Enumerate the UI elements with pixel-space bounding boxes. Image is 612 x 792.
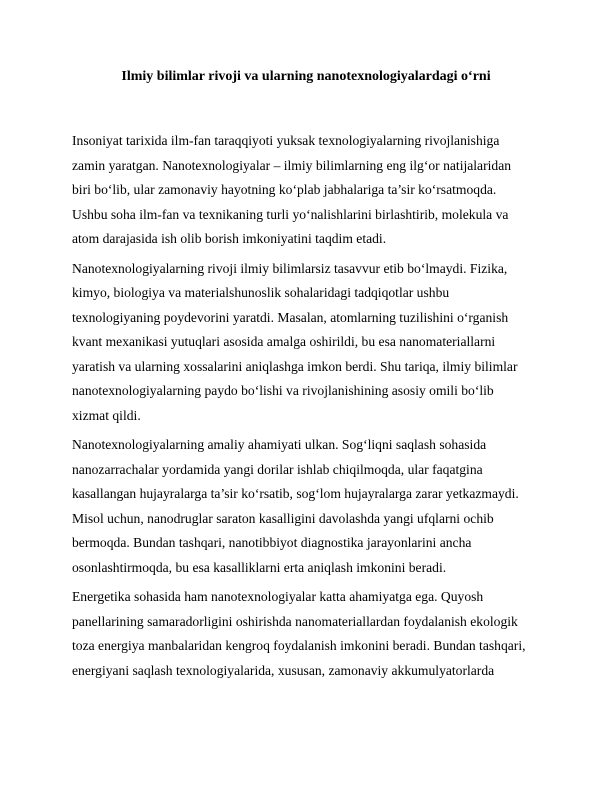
text-line: kimyo, biologiya va materialshunoslik sohalaridagi tadqiqotlar ushbu [72,285,450,300]
text-line: biri bo‘lib, ular zamonaviy hayotning ko‘plab jabhalariga ta’sir ko‘rsatmoqda. [72,182,497,197]
text-line: Misol uchun, nanodruglar saraton kasalligini davolashda yangi ufqlarni ochib [72,510,494,526]
paragraph-4 [72,585,546,683]
text-line: zamin yaratgan. Nanotexnologiyalar – ilmiy bilimlarning eng ilg‘or natijalaridan [72,157,512,173]
page-title: Ilmiy bilimlar rivoji va ularning nanotexnologiyalardagi o‘rni [121,69,491,84]
text-line: texnologiyaning poydevorini yaratdi. Masalan, atomlarning tuzilishini o‘rganish [72,309,509,325]
paragraph-3 [72,433,546,580]
text-line: Insoniyat tarixida ilm-fan taraqqiyoti yuksak texnologiyalarning rivojlanishiga [72,133,500,148]
text-line: nanotexnologiyalarning paydo bo‘lishi va rivojlanishining asosiy omili bo‘lib [72,383,494,398]
text-line: bermoqda. Bundan tashqari, nanotibbiyot diagnostika jarayonlarini ancha [72,535,472,550]
paragraph-2 [72,257,546,429]
text-line: xizmat qildi. [72,407,141,423]
text-line: atom darajasida ish olib borish imkoniyatini taqdim etadi. [72,231,387,246]
text-line: kvant mexanikasi yutuqlari asosida amalga oshirildi, bu esa nanomateriallarni [72,334,496,349]
text-line: nanozarrachalar yordamida yangi dorilar ishlab chiqilmoqda, ular faqatgina [72,461,483,477]
text-line: toza energiya manbalaridan kengroq foydalanish imkonini beradi. Bundan tashqari, [72,638,526,653]
paragraph-1 [72,129,546,252]
document-body [72,129,546,688]
text-line: Ushbu soha ilm-fan va texnikaning turli yo‘nalishlarini birlashtirib, molekula va [72,206,509,222]
text-line: yaratish va ularning xossalarini aniqlashga imkon berdi. Shu tariqa, ilmiy bilimlar [72,358,518,374]
text-line: Nanotexnologiyalarning rivoji ilmiy bilimlarsiz tasavvur etib bo‘lmaydi. Fizika, [72,260,508,276]
text-line: kasallangan hujayralarga ta’sir ko‘rsatib, sog‘lom hujayralarga zarar yetkazmaydi. [72,486,519,501]
text-line: energiyani saqlash texnologiyalarida, xususan, zamonaviy akkumulyatorlarda [72,662,495,678]
text-line: panellarining samaradorligini oshirishda nanomateriallardan foydalanish ekologik [72,613,518,629]
text-line: Energetika sohasida ham nanotexnologiyalar katta ahamiyatga ega. Quyosh [72,589,484,604]
text-line: Nanotexnologiyalarning amaliy ahamiyati ulkan. Sog‘liqni saqlash sohasida [72,437,487,452]
text-line: osonlashtirmoqda, bu esa kasalliklarni erta aniqlash imkonini beradi. [72,559,447,575]
